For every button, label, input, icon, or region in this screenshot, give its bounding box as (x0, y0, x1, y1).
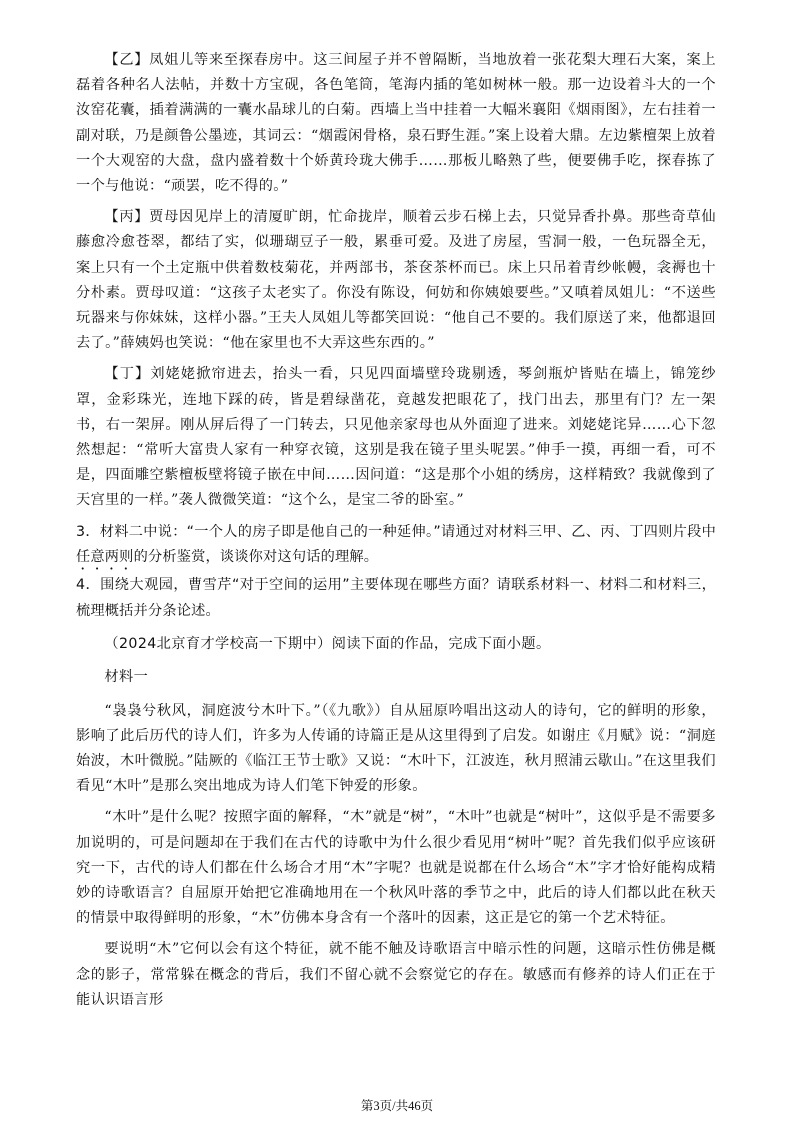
essay-paragraph-1: “袅袅兮秋风，洞庭波兮木叶下。”（《九歌》）自从屈原吟唱出这动人的诗句，它的鲜明的形象，影响了此后历代的诗人们，许多为人传诵的诗篇正是从这里得到了启发。如谢庄《月赋》说：“洞庭始波，木叶微脱。”陆厥的《临江王节士歌》又说：“木叶下，江波连，秋月照浦云歇山。”在这里我们看见“木叶”是那么突出地成为诗人们笔下钟爱的形象。 (76, 702, 716, 795)
question-3-suffix: 的分析鉴赏，谈谈你对这句话的理解。 (133, 549, 379, 566)
page-content (76, 48, 716, 1013)
source-line: （2024北京育才学校高一下期中）阅读下面的作品，完成下面小题。 (104, 636, 551, 653)
material-label: 材料一 (104, 669, 149, 686)
question-3 (76, 520, 716, 574)
question-4: 4．围绕大观园，曹雪芹“对于空间的运用”主要体现在哪些方面？请联系材料一、材料二和材料三，梳理概括并分条论述。 (76, 577, 716, 619)
question-3-emphasis: 任意两则 (76, 549, 134, 566)
question-3-prefix: 3．材料二中说：“一个人的房子即是他自己的一种延伸。”请通过对材料三甲、乙、丙、丁四则片段中 (76, 523, 716, 540)
page-footer: 第3页/共46页 (360, 1099, 434, 1113)
passage-bing: 【丙】贾母因见岸上的清厦旷朗，忙命拢岸，顺着云步石梯上去，只觉异香扑鼻。那些奇草仙藤愈冷愈苍翠，都结了实，似珊瑚豆子一般，累垂可爱。及进了房屋，雪洞一般，一色玩器全无，案上只有一个土定瓶中供着数枝菊花，并两部书，茶奁茶杯而已。床上只吊着青纱帐幔，衾褥也十分朴素。贾母叹道：“这孩子太老实了。你没有陈设，何妨和你姨娘要些。”又嗔着凤姐儿：“不送些玩器来与你妹妹，这样小器。”王夫人凤姐儿等都笑回说：“他自己不要的。我们原送了来，他都退回去了。”薛姨妈也笑说：“他在家里也不大弄这些东西的。” (76, 209, 716, 352)
passage-ding: 【丁】刘姥姥掀帘进去，抬头一看，只见四面墙壁玲珑剔透，琴剑瓶炉皆贴在墙上，锦笼纱罩，金彩珠光，连地下踩的砖，皆是碧绿凿花，竟越发把眼花了，找门出去，那里有门？左一架书，右一架屏。刚从屏后得了一门转去，只见他亲家母也从外面迎了进来。刘姥姥诧异……心下忽然想起：“常听大富贵人家有一种穿衣镜，这别是我在镜子里头呢罢。”伸手一摸，再细一看，可不是，四面雕空紫檀板壁将镜子嵌在中间……因问道：“这是那个小姐的绣房，这样精致？我就像到了天宫里的一样。”袭人微微笑道：“这个么，是宝二爷的卧室。” (76, 366, 716, 509)
passage-yi: 【乙】凤姐儿等来至探春房中。这三间屋子并不曾隔断，当地放着一张花梨大理石大案，案上磊着各种名人法帖，并数十方宝砚，各色笔筒，笔海内插的笔如树林一般。那一边设着斗大的一个汝窑花囊，插着满满的一囊水晶球儿的白菊。西墙上当中挂着一大幅米襄阳《烟雨图》，左右挂着一副对联，乃是颜鲁公墨迹，其词云：“烟霞闲骨格，泉石野生涯。”案上设着大鼎。左边紫檀架上放着一个大观窑的大盘，盘内盛着数十个娇黄玲珑大佛手……那板儿略熟了些，便要佛手吃，探春拣了一个与他说：“顽罢，吃不得的。” (76, 52, 716, 195)
essay-paragraph-2: “木叶”是什么呢？按照字面的解释，“木”就是“树”，“木叶”也就是“树叶”，这似乎是不需要多加说明的，可是问题却在于我们在古代的诗歌中为什么很少看见用“树叶”呢？首先我们似乎应该研究一下，古代的诗人们都在什么场合才用“木”字呢？也就是说都在什么场合“木”字才恰好能构成精妙的诗歌语言？自屈原开始把它准确地用在一个秋风叶落的季节之中，此后的诗人们都以此在秋天的情景中取得鲜明的形象，“木”仿佛本身含有一个落叶的因素，这正是它的第一个艺术特征。 (76, 809, 716, 927)
essay-paragraph-3: 要说明“木”它何以会有这个特征，就不能不触及诗歌语言中暗示性的问题，这暗示性仿佛是概念的影子，常常躲在概念的背后，我们不留心就不会察觉它的存在。敏感而有修养的诗人们正在于能认识语言形 (76, 941, 716, 1008)
